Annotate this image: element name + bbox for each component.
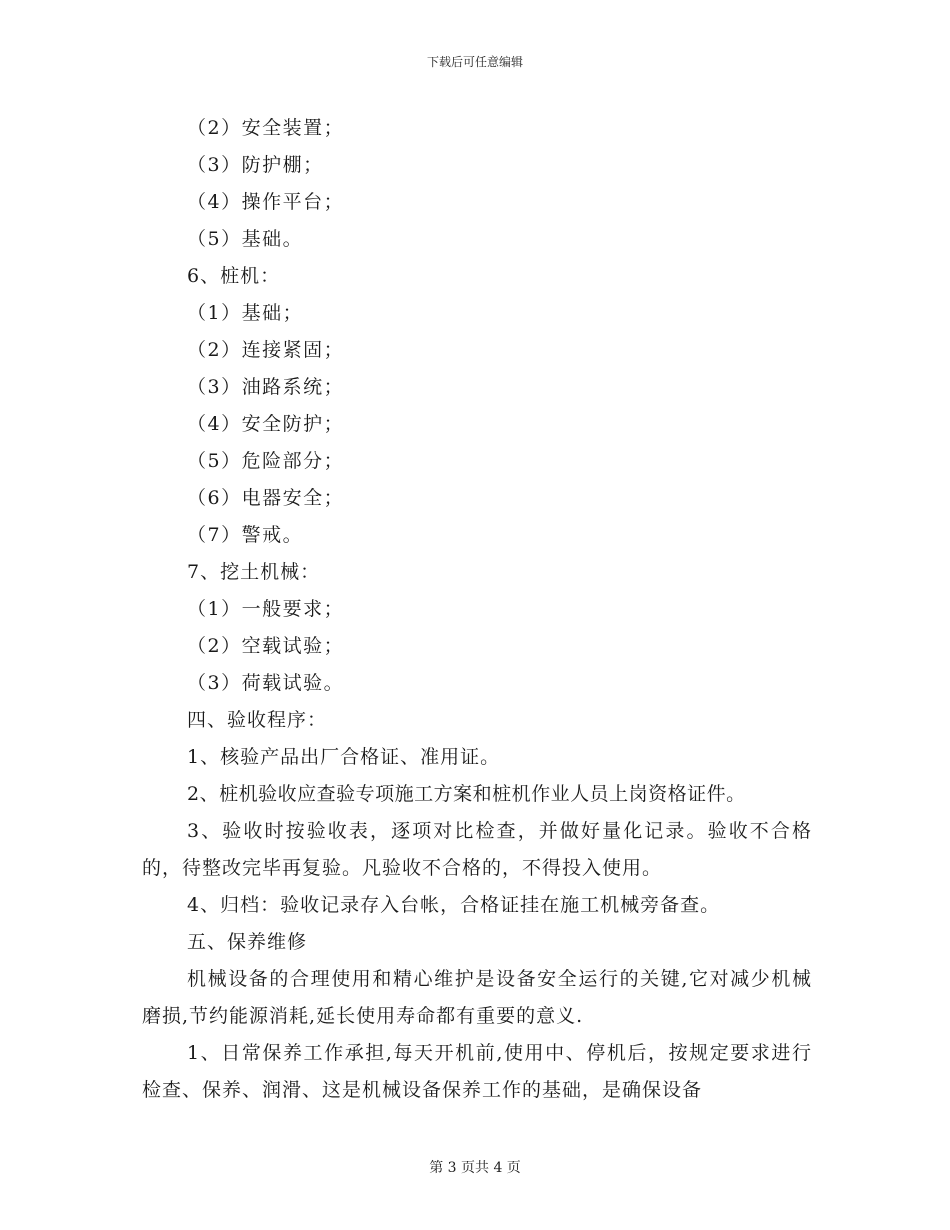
list-item: （4）操作平台； bbox=[187, 191, 345, 213]
section-heading: 四、验收程序： bbox=[187, 709, 328, 731]
list-item: （3）油路系统； bbox=[187, 376, 345, 398]
list-item: （5）基础。 bbox=[187, 228, 304, 250]
page-number: 第 3 页共 4 页 bbox=[429, 1160, 521, 1176]
list-item: （2）连接紧固； bbox=[187, 339, 345, 361]
document-body bbox=[142, 110, 812, 1109]
list-item: （6）电器安全； bbox=[187, 487, 345, 509]
section-heading: 6、桩机： bbox=[187, 265, 281, 287]
list-item: （1）基础； bbox=[187, 302, 304, 324]
procedure-paragraph: 4、归档：验收记录存入台帐，合格证挂在施工机械旁备查。 bbox=[187, 894, 721, 916]
body-paragraph: 1、日常保养工作承担,每天开机前,使用中、停机后，按规定要求进行检查、保养、润滑、这是机械设备保养工作的基础，是确保设备 bbox=[142, 1042, 812, 1101]
page-header-note: 下载后可任意编辑 bbox=[426, 55, 523, 69]
list-item: （3）防护棚； bbox=[187, 154, 324, 176]
section-heading: 7、挖土机械： bbox=[187, 561, 321, 583]
list-item: （2）空载试验； bbox=[187, 635, 345, 657]
list-item: （7）警戒。 bbox=[187, 524, 304, 546]
procedure-item: 2、桩机验收应查验专项施工方案和桩机作业人员上岗资格证件。 bbox=[187, 783, 746, 805]
list-item: （4）安全防护； bbox=[187, 413, 345, 435]
procedure-paragraph: 3、验收时按验收表，逐项对比检查，并做好量化记录。验收不合格的，待整改完毕再复验。凡验收不合格的，不得投入使用。 bbox=[142, 820, 812, 879]
list-item: （3）荷载试验。 bbox=[187, 672, 345, 694]
list-item: （2）安全装置； bbox=[187, 117, 345, 139]
procedure-item: 1、核验产品出厂合格证、准用证。 bbox=[187, 746, 501, 768]
body-paragraph: 机械设备的合理使用和精心维护是设备安全运行的关键,它对减少机械磨损,节约能源消耗,延长使用寿命都有重要的意义. bbox=[142, 968, 812, 1027]
section-heading: 五、保养维修 bbox=[187, 931, 308, 953]
list-item: （5）危险部分； bbox=[187, 450, 345, 472]
list-item: （1）一般要求； bbox=[187, 598, 345, 620]
